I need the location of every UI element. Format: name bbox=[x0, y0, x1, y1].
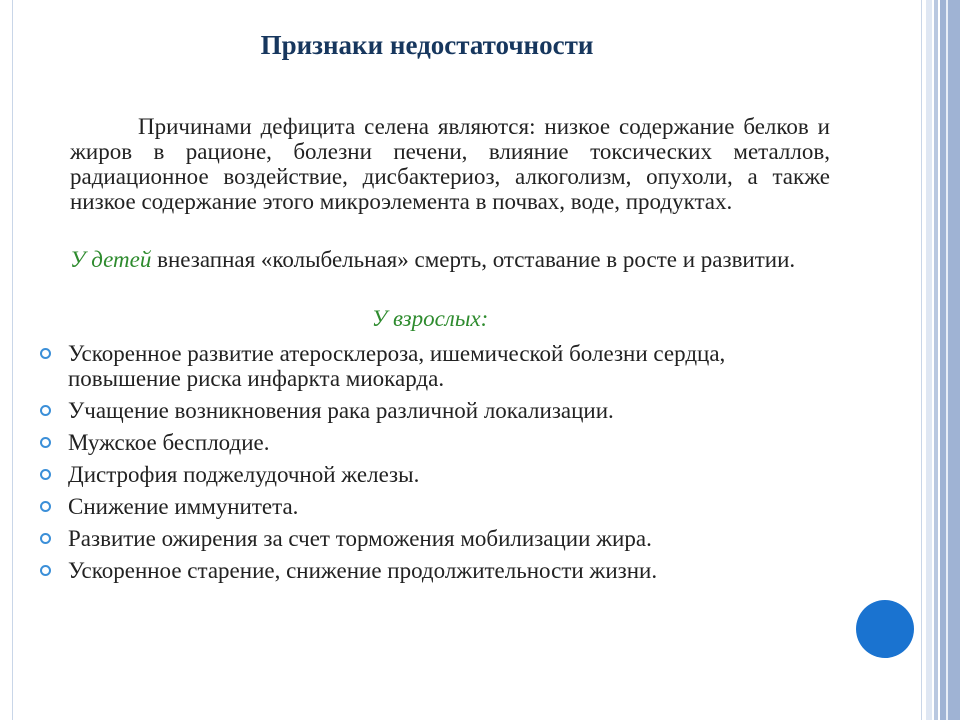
list-item-text: Развитие ожирения за счет торможения мобилизации жира. bbox=[68, 526, 652, 551]
list-item bbox=[38, 526, 818, 551]
side-stripe bbox=[934, 0, 938, 720]
adults-heading: У взрослых: bbox=[371, 306, 489, 331]
list-item bbox=[38, 558, 818, 583]
list-item bbox=[38, 398, 818, 423]
bullet-ring-icon bbox=[40, 565, 51, 576]
adult-symptoms-list bbox=[38, 341, 818, 590]
bullet-ring-icon bbox=[40, 501, 51, 512]
list-item-text: Учащение возникновения рака различной локализации. bbox=[68, 398, 614, 423]
list-item bbox=[38, 462, 818, 487]
list-item-text: Ускоренное старение, снижение продолжительности жизни. bbox=[68, 558, 658, 583]
list-item-text: Снижение иммунитета. bbox=[68, 494, 299, 519]
bullet-ring-icon bbox=[40, 348, 51, 359]
bullet-ring-icon bbox=[40, 469, 51, 480]
bullet-ring-icon bbox=[40, 405, 51, 416]
list-item-text: Мужское бесплодие. bbox=[68, 430, 270, 455]
side-stripe bbox=[926, 0, 932, 720]
slide-title: Признаки недостаточности bbox=[260, 30, 594, 60]
side-stripe bbox=[946, 0, 948, 720]
bullet-ring-icon bbox=[40, 533, 51, 544]
bullet-ring-icon bbox=[40, 437, 51, 448]
list-item-text: Дистрофия поджелудочной железы. bbox=[68, 462, 420, 487]
children-paragraph bbox=[70, 247, 830, 272]
list-item-text: Ускоренное развитие атеросклероза, ишемической болезни сердца, повышение риска инфаркта миокарда. bbox=[68, 341, 726, 391]
side-stripe bbox=[940, 0, 960, 720]
list-item bbox=[38, 341, 818, 391]
decorative-circle-icon bbox=[856, 600, 914, 658]
children-label: У детей bbox=[70, 247, 152, 272]
list-item bbox=[38, 430, 818, 455]
children-text: внезапная «колыбельная» смерть, отставание в росте и развитии. bbox=[151, 247, 796, 272]
list-item bbox=[38, 494, 818, 519]
intro-paragraph: Причинами дефицита селена являются: низкое содержание белков и жиров в рационе, болезни печени, влияние токсических металлов, радиационное воздействие, дисбактериоз, алкоголизм, опухоли, а также низкое содержание этого микроэлемента в почвах, воде, продуктах. bbox=[70, 114, 830, 214]
